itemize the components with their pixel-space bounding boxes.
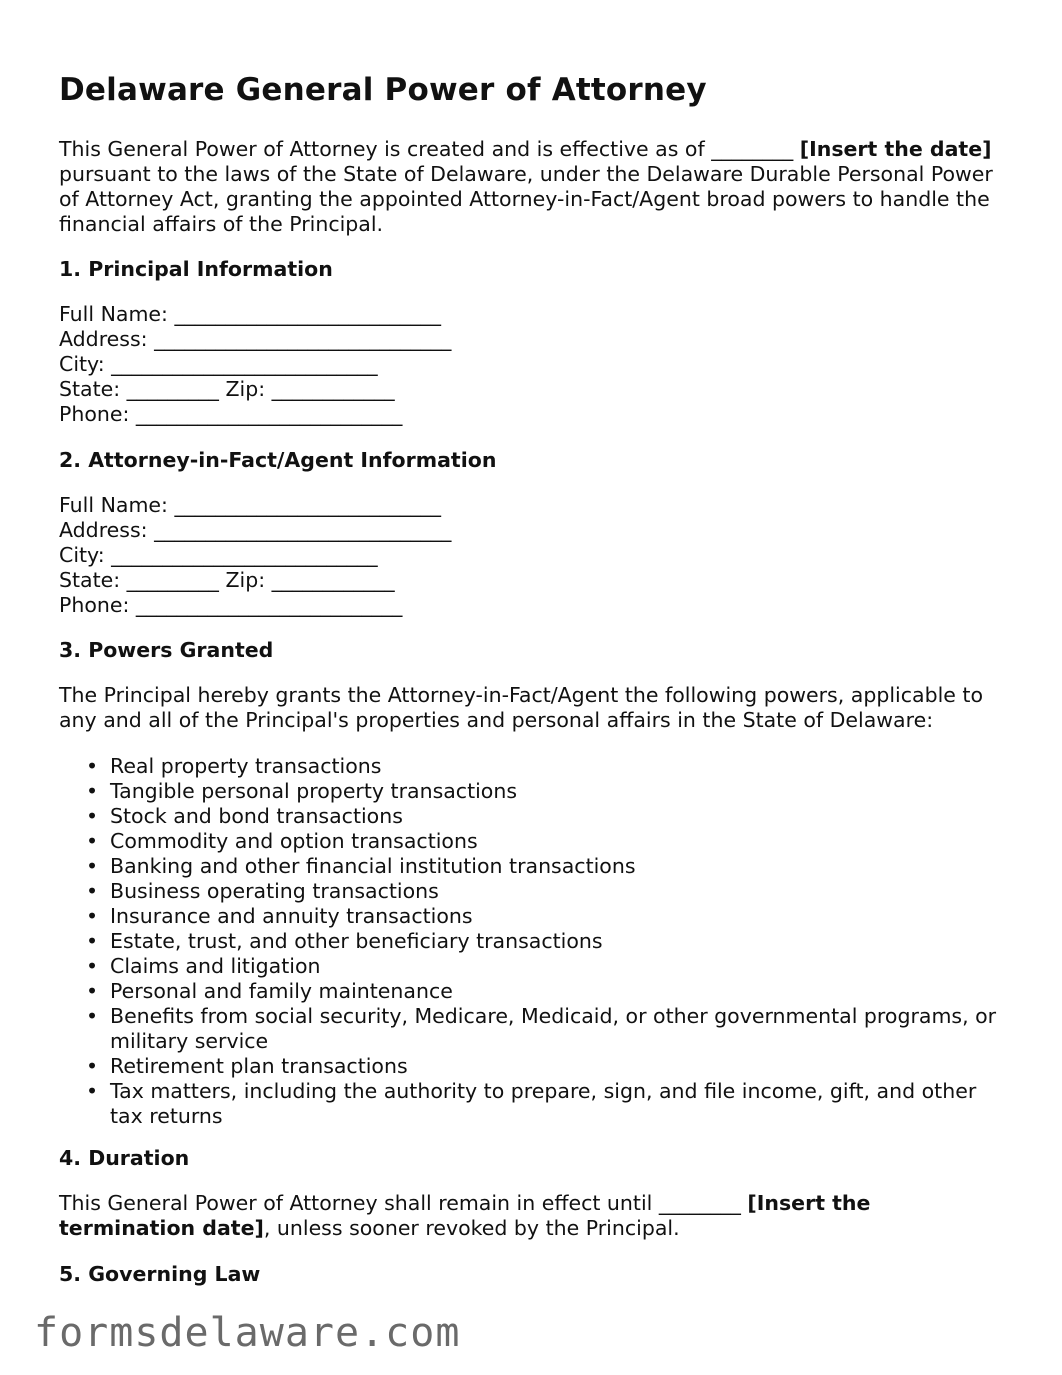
principal-state-zip-field: State: _________ Zip: ____________ bbox=[59, 377, 395, 401]
bullet-icon: • bbox=[86, 804, 99, 828]
list-item: • Personal and family maintenance bbox=[86, 979, 453, 1003]
intro-text-end: pursuant to the laws of the State of Delaware, under the Delaware Durable Personal Power of Attorney Act, granting the appointed Attorney-in-Fact/Agent broad powers to handle the financial affairs of the Principal. bbox=[59, 162, 993, 236]
list-item: • Commodity and option transactions bbox=[86, 829, 478, 853]
agent-full-name-field: Full Name: __________________________ bbox=[59, 493, 441, 517]
section-heading-powers: 3. Powers Granted bbox=[59, 638, 274, 662]
agent-phone-field: Phone: __________________________ bbox=[59, 593, 403, 617]
bullet-icon: • bbox=[86, 1054, 99, 1078]
principal-phone-field: Phone: __________________________ bbox=[59, 402, 403, 426]
bullet-icon: • bbox=[86, 854, 99, 878]
powers-list bbox=[59, 754, 1005, 1129]
list-item: • Real property transactions bbox=[86, 754, 382, 778]
list-item: • Stock and bond transactions bbox=[86, 804, 403, 828]
section-heading-duration: 4. Duration bbox=[59, 1146, 190, 1170]
duration-paragraph bbox=[59, 1191, 959, 1241]
principal-address-field: Address: _____________________________ bbox=[59, 327, 452, 351]
list-item: • Retirement plan transactions bbox=[86, 1054, 408, 1078]
intro-paragraph bbox=[59, 137, 1004, 237]
section-heading-agent: 2. Attorney-in-Fact/Agent Information bbox=[59, 448, 497, 472]
site-watermark: formsdelaware.com bbox=[34, 1310, 461, 1356]
bullet-icon: • bbox=[86, 779, 99, 803]
list-item: • Benefits from social security, Medicare, Medicaid, or other governmental programs, or military service bbox=[86, 1004, 997, 1053]
list-item: • Insurance and annuity transactions bbox=[86, 904, 473, 928]
agent-fields bbox=[59, 493, 451, 618]
list-item: • Claims and litigation bbox=[86, 954, 321, 978]
principal-full-name-field: Full Name: __________________________ bbox=[59, 302, 441, 326]
powers-paragraph: The Principal hereby grants the Attorney-in-Fact/Agent the following powers, applicable to any and all of the Principal's properties and personal affairs in the State of Delaware: bbox=[59, 683, 983, 732]
bullet-icon: • bbox=[86, 904, 99, 928]
duration-date-placeholder: [Insert the termination date] bbox=[59, 1191, 871, 1240]
bullet-icon: • bbox=[86, 929, 99, 953]
bullet-icon: • bbox=[86, 979, 99, 1003]
list-item: • Tangible personal property transactions bbox=[86, 779, 518, 803]
intro-text-start: This General Power of Attorney is created and is effective as of ________ bbox=[59, 137, 800, 161]
list-item: • Estate, trust, and other beneficiary transactions bbox=[86, 929, 603, 953]
bullet-icon: • bbox=[86, 954, 99, 978]
bullet-icon: • bbox=[86, 879, 99, 903]
agent-city-field: City: __________________________ bbox=[59, 543, 378, 567]
document-title: Delaware General Power of Attorney bbox=[59, 72, 707, 108]
intro-date-placeholder: [Insert the date] bbox=[799, 137, 992, 161]
bullet-icon: • bbox=[86, 1079, 99, 1103]
agent-state-zip-field: State: _________ Zip: ____________ bbox=[59, 568, 395, 592]
bullet-icon: • bbox=[86, 829, 99, 853]
bullet-icon: • bbox=[86, 754, 99, 778]
duration-text-start: This General Power of Attorney shall remain in effect until ________ bbox=[59, 1191, 748, 1215]
section-heading-governing-law: 5. Governing Law bbox=[59, 1262, 261, 1286]
bullet-icon: • bbox=[86, 1004, 99, 1028]
duration-text-end: , unless sooner revoked by the Principal. bbox=[263, 1216, 680, 1240]
section-heading-principal: 1. Principal Information bbox=[59, 257, 333, 281]
list-item: • Banking and other financial institution transactions bbox=[86, 854, 636, 878]
list-item: • Business operating transactions bbox=[86, 879, 439, 903]
list-item: • Tax matters, including the authority to prepare, sign, and file income, gift, and other tax returns bbox=[86, 1079, 977, 1128]
principal-fields bbox=[59, 302, 451, 427]
agent-address-field: Address: _____________________________ bbox=[59, 518, 452, 542]
principal-city-field: City: __________________________ bbox=[59, 352, 378, 376]
